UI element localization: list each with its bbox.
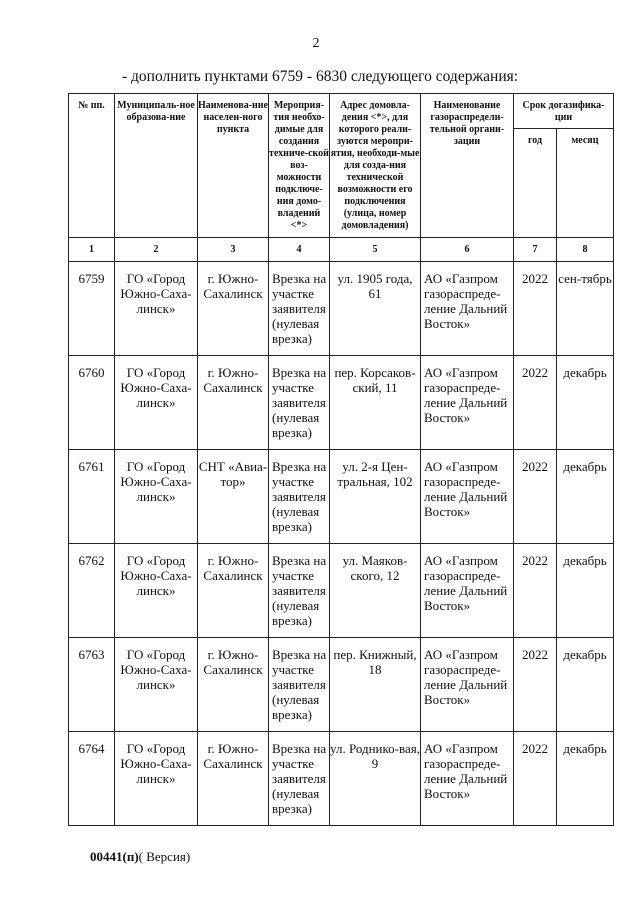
column-number: 5 bbox=[330, 238, 421, 262]
row-municipality: ГО «Город Южно-Саха-линск» bbox=[115, 732, 198, 826]
document-footer bbox=[90, 849, 190, 865]
row-year: 2022 bbox=[514, 262, 557, 356]
row-month: декабрь bbox=[557, 450, 614, 544]
row-month: сен-тябрь bbox=[557, 262, 614, 356]
column-number: 7 bbox=[514, 238, 557, 262]
row-actions: Врезка на участке заявителя (нулевая врезка) bbox=[269, 732, 330, 826]
column-number: 3 bbox=[198, 238, 269, 262]
row-year: 2022 bbox=[514, 356, 557, 450]
header-actions: Мероприя-тия необхо-димые для создания техниче-ской воз-можности подключе-ния домо-владений <*> bbox=[269, 94, 330, 238]
row-locality: г. Южно-Сахалинск bbox=[198, 544, 269, 638]
row-address: пер. Корсаков-ский, 11 bbox=[330, 356, 421, 450]
intro-text: - дополнить пунктами 6759 - 6830 следующего содержания: bbox=[122, 68, 519, 85]
table-row bbox=[69, 450, 614, 544]
row-address: ул. Маяков-ского, 12 bbox=[330, 544, 421, 638]
row-organization: АО «Газпром газораспреде-ление Дальний Восток» bbox=[421, 262, 514, 356]
table-row bbox=[69, 732, 614, 826]
row-organization: АО «Газпром газораспреде-ление Дальний Восток» bbox=[421, 356, 514, 450]
page-number: 2 bbox=[312, 36, 320, 51]
row-num: 6761 bbox=[69, 450, 115, 544]
row-locality: г. Южно-Сахалинск bbox=[198, 732, 269, 826]
column-numbers-row bbox=[69, 238, 614, 262]
table-row bbox=[69, 544, 614, 638]
row-month: декабрь bbox=[557, 638, 614, 732]
row-actions: Врезка на участке заявителя (нулевая врезка) bbox=[269, 544, 330, 638]
row-locality: г. Южно-Сахалинск bbox=[198, 356, 269, 450]
header-address: Адрес домовла-дения <*>, для которого реали-зуются меропри-ятия, необходи-мые для созда-ния технической возможности его подключения (улица, номер домовладения) bbox=[330, 94, 421, 238]
row-actions: Врезка на участке заявителя (нулевая врезка) bbox=[269, 450, 330, 544]
row-address: ул. Роднико-вая, 9 bbox=[330, 732, 421, 826]
row-year: 2022 bbox=[514, 732, 557, 826]
row-municipality: ГО «Город Южно-Саха-линск» bbox=[115, 638, 198, 732]
row-organization: АО «Газпром газораспреде-ление Дальний Восток» bbox=[421, 544, 514, 638]
row-num: 6762 bbox=[69, 544, 115, 638]
row-month: декабрь bbox=[557, 732, 614, 826]
header-organization: Наименование газораспредели-тельной органи-зации bbox=[421, 94, 514, 238]
row-organization: АО «Газпром газораспреде-ление Дальний Восток» bbox=[421, 638, 514, 732]
table-row bbox=[69, 262, 614, 356]
gasification-table bbox=[68, 93, 614, 826]
column-number: 2 bbox=[115, 238, 198, 262]
row-locality: г. Южно-Сахалинск bbox=[198, 638, 269, 732]
row-year: 2022 bbox=[514, 638, 557, 732]
header-year: год bbox=[514, 129, 557, 238]
row-municipality: ГО «Город Южно-Саха-линск» bbox=[115, 450, 198, 544]
table-row bbox=[69, 356, 614, 450]
row-address: ул. 1905 года, 61 bbox=[330, 262, 421, 356]
document-version: ( Версия) bbox=[138, 849, 191, 864]
header-num: № пп. bbox=[69, 94, 115, 238]
row-locality: г. Южно-Сахалинск bbox=[198, 262, 269, 356]
column-number: 4 bbox=[269, 238, 330, 262]
row-num: 6764 bbox=[69, 732, 115, 826]
row-actions: Врезка на участке заявителя (нулевая врезка) bbox=[269, 262, 330, 356]
column-number: 1 bbox=[69, 238, 115, 262]
column-number: 8 bbox=[557, 238, 614, 262]
document-code: 00441(п) bbox=[90, 849, 139, 864]
row-month: декабрь bbox=[557, 356, 614, 450]
row-municipality: ГО «Город Южно-Саха-линск» bbox=[115, 262, 198, 356]
row-num: 6763 bbox=[69, 638, 115, 732]
row-year: 2022 bbox=[514, 544, 557, 638]
header-month: месяц bbox=[557, 129, 614, 238]
row-year: 2022 bbox=[514, 450, 557, 544]
row-municipality: ГО «Город Южно-Саха-линск» bbox=[115, 544, 198, 638]
row-month: декабрь bbox=[557, 544, 614, 638]
row-municipality: ГО «Город Южно-Саха-линск» bbox=[115, 356, 198, 450]
row-num: 6759 bbox=[69, 262, 115, 356]
header-deadline: Срок догазифика-ции bbox=[514, 94, 614, 129]
row-actions: Врезка на участке заявителя (нулевая врезка) bbox=[269, 638, 330, 732]
header-locality: Наименова-ние населен-ного пункта bbox=[198, 94, 269, 238]
row-num: 6760 bbox=[69, 356, 115, 450]
row-organization: АО «Газпром газораспреде-ление Дальний Восток» bbox=[421, 732, 514, 826]
row-locality: СНТ «Авиа-тор» bbox=[198, 450, 269, 544]
row-address: пер. Книжный, 18 bbox=[330, 638, 421, 732]
table-row bbox=[69, 638, 614, 732]
row-organization: АО «Газпром газораспреде-ление Дальний Восток» bbox=[421, 450, 514, 544]
column-number: 6 bbox=[421, 238, 514, 262]
row-actions: Врезка на участке заявителя (нулевая врезка) bbox=[269, 356, 330, 450]
header-municipality: Муниципаль-ное образова-ние bbox=[115, 94, 198, 238]
row-address: ул. 2-я Цен-тральная, 102 bbox=[330, 450, 421, 544]
